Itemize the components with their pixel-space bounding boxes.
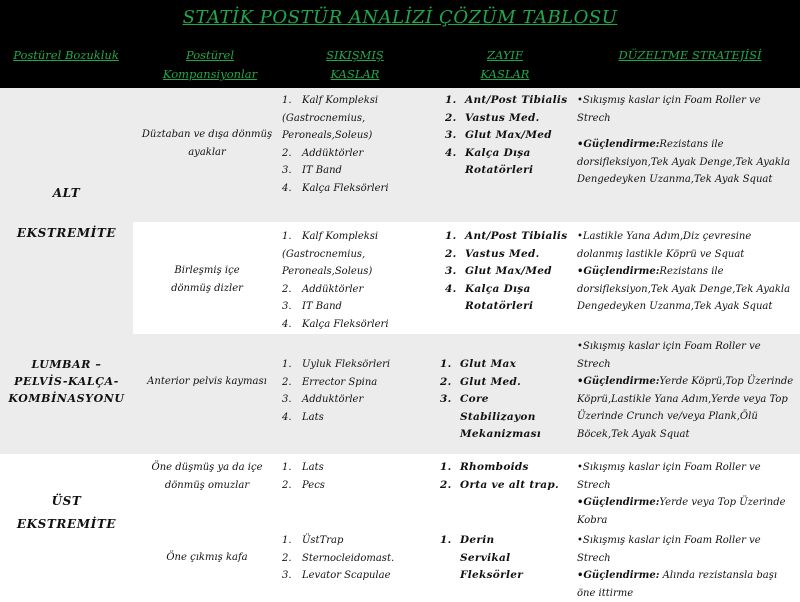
list-item: 2. Vastus Med. [445, 247, 540, 260]
weak-muscles-cell [440, 459, 575, 494]
list-item: 4. Kalça Dışa Rotatörleri [445, 282, 534, 312]
tight-muscles-cell [282, 92, 432, 197]
tight-muscles-cell [282, 356, 432, 426]
page-title: STATİK POSTÜR ANALİZİ ÇÖZÜM TABLOSU [182, 7, 618, 28]
list-item: 1. Ant/Post Tibialis [445, 94, 568, 106]
list-item: 3. Adduktörler [282, 394, 364, 405]
list-item: 3. IT Band [282, 165, 342, 176]
list-item: 4. Kalça Fleksörleri [282, 318, 389, 330]
list-item: 3. Levator Scapulae [282, 570, 391, 581]
list-item: 1. Rhomboids [440, 461, 529, 473]
weak-muscles-cell [440, 356, 570, 444]
list-item: 2. Pecs [282, 479, 325, 491]
list-item: 1. Uyluk Fleksörleri [282, 359, 391, 370]
strategy-cell: •Sıkışmış kaslar için Foam Roller ve Strech •Güçlendirme:Yerde Köprü,Top Üzerinde Köprü,Lastikle Yana Adım,Yerde veya Top Üzerinde Crunch ve/veya Plank,Ölü Böcek,Tek Ayak Squat [577, 341, 794, 440]
list-item: 1. Derin Servikal Fleksörler [440, 534, 524, 581]
strategy-cell: •Lastikle Yana Adım,Diz çevresine dolanmış lastikle Köprü ve Squat •Güçlendirme:Rezistans ile dorsifleksiyon,Tek Ayak Denge,Tek Ayakla Dengedeyken Uzanma,Tek Ayak Squat [577, 231, 791, 312]
category-lumbar-pelvis-hip: LUMBAR – PELVİS-KALÇA- KOMBİNASYONU [8, 358, 125, 405]
header-correction-strategy: DÜZELTME STRATEJİSİ [618, 48, 762, 62]
list-item: 1. Kalf Kompleksi [282, 231, 379, 242]
list-item: 1. Glut Max [440, 358, 517, 370]
list-item: 2. Orta ve alt trap. [440, 478, 560, 491]
list-item: 1. Kalf Kompleksi [282, 95, 379, 106]
list-item: 3. Glut Max/Med [445, 265, 552, 277]
list-item: 2. Glut Med. [440, 375, 522, 388]
list-item: 2. Errector Spina [282, 376, 378, 388]
list-item: 3. IT Band [282, 301, 342, 312]
weak-muscles-cell [445, 92, 570, 180]
header-postural-disorder: Postürel Bozukluk [13, 48, 119, 62]
list-item: 1. ÜstTrap [282, 535, 344, 546]
table-header [0, 0, 800, 88]
list-item: 3. Glut Max/Med [445, 129, 552, 141]
tight-muscles-cell [282, 459, 432, 494]
category-upper-extremity: ÜST EKSTREMİTE [16, 494, 117, 531]
compensation-cell: Düztaban ve dışa dönmüş ayaklar [141, 129, 273, 158]
list-item: 1. Lats [282, 462, 324, 473]
compensation-cell: Birleşmiş içe dönmüş dizler [171, 265, 243, 294]
compensation-cell: Anterior pelvis kayması [147, 376, 267, 387]
list-item: 4. Kalça Dışa Rotatörleri [445, 146, 534, 176]
strategy-cell: •Sıkışmış kaslar için Foam Roller ve Strech •Güçlendirme: Alında rezistansla başı öne ittirme [577, 535, 778, 599]
tight-muscles-cell [282, 532, 432, 585]
list-item: 2. Sternocleidomast. [282, 552, 395, 564]
tight-muscles-cell [282, 228, 432, 333]
list-item: 2. Addüktörler [282, 283, 364, 295]
header-weak-muscles: ZAYIF KASLAR [480, 48, 530, 81]
list-item: 2. Addüktörler [282, 147, 364, 159]
category-lower-extremity: ALT EKSTREMİTE [16, 186, 117, 240]
list-item: 2. Vastus Med. [445, 111, 540, 124]
weak-muscles-cell [445, 228, 570, 316]
list-item-subtext: (Gastrocnemius, Peroneals,Soleus) [282, 112, 373, 141]
header-compensations: Postürel Kompansiyonlar [162, 48, 258, 81]
list-item: 3. Core Stabilizayon Mekanizması [440, 393, 542, 440]
header-tight-muscles: SIKIŞMIŞ KASLAR [326, 48, 384, 81]
list-item: 1. Ant/Post Tibialis [445, 230, 568, 242]
list-item: 4. Lats [282, 411, 324, 423]
list-item-subtext: (Gastrocnemius, Peroneals,Soleus) [282, 248, 373, 277]
compensation-cell: Öne çıkmış kafa [166, 552, 248, 563]
compensation-cell: Öne düşmüş ya da içe dönmüş omuzlar [151, 462, 263, 491]
weak-muscles-cell [440, 532, 525, 585]
strategy-cell: •Sıkışmış kaslar için Foam Roller ve Strech •Güçlendirme:Rezistans ile dorsifleksiyon,Tek Ayak Denge,Tek Ayakla Dengedeyken Uzanma,Tek Ayak Squat [577, 95, 791, 185]
list-item: 4. Kalça Fleksörleri [282, 182, 389, 194]
strategy-cell: •Sıkışmış kaslar için Foam Roller ve Strech •Güçlendirme:Yerde veya Top Üzerinde Kobra [577, 462, 786, 526]
